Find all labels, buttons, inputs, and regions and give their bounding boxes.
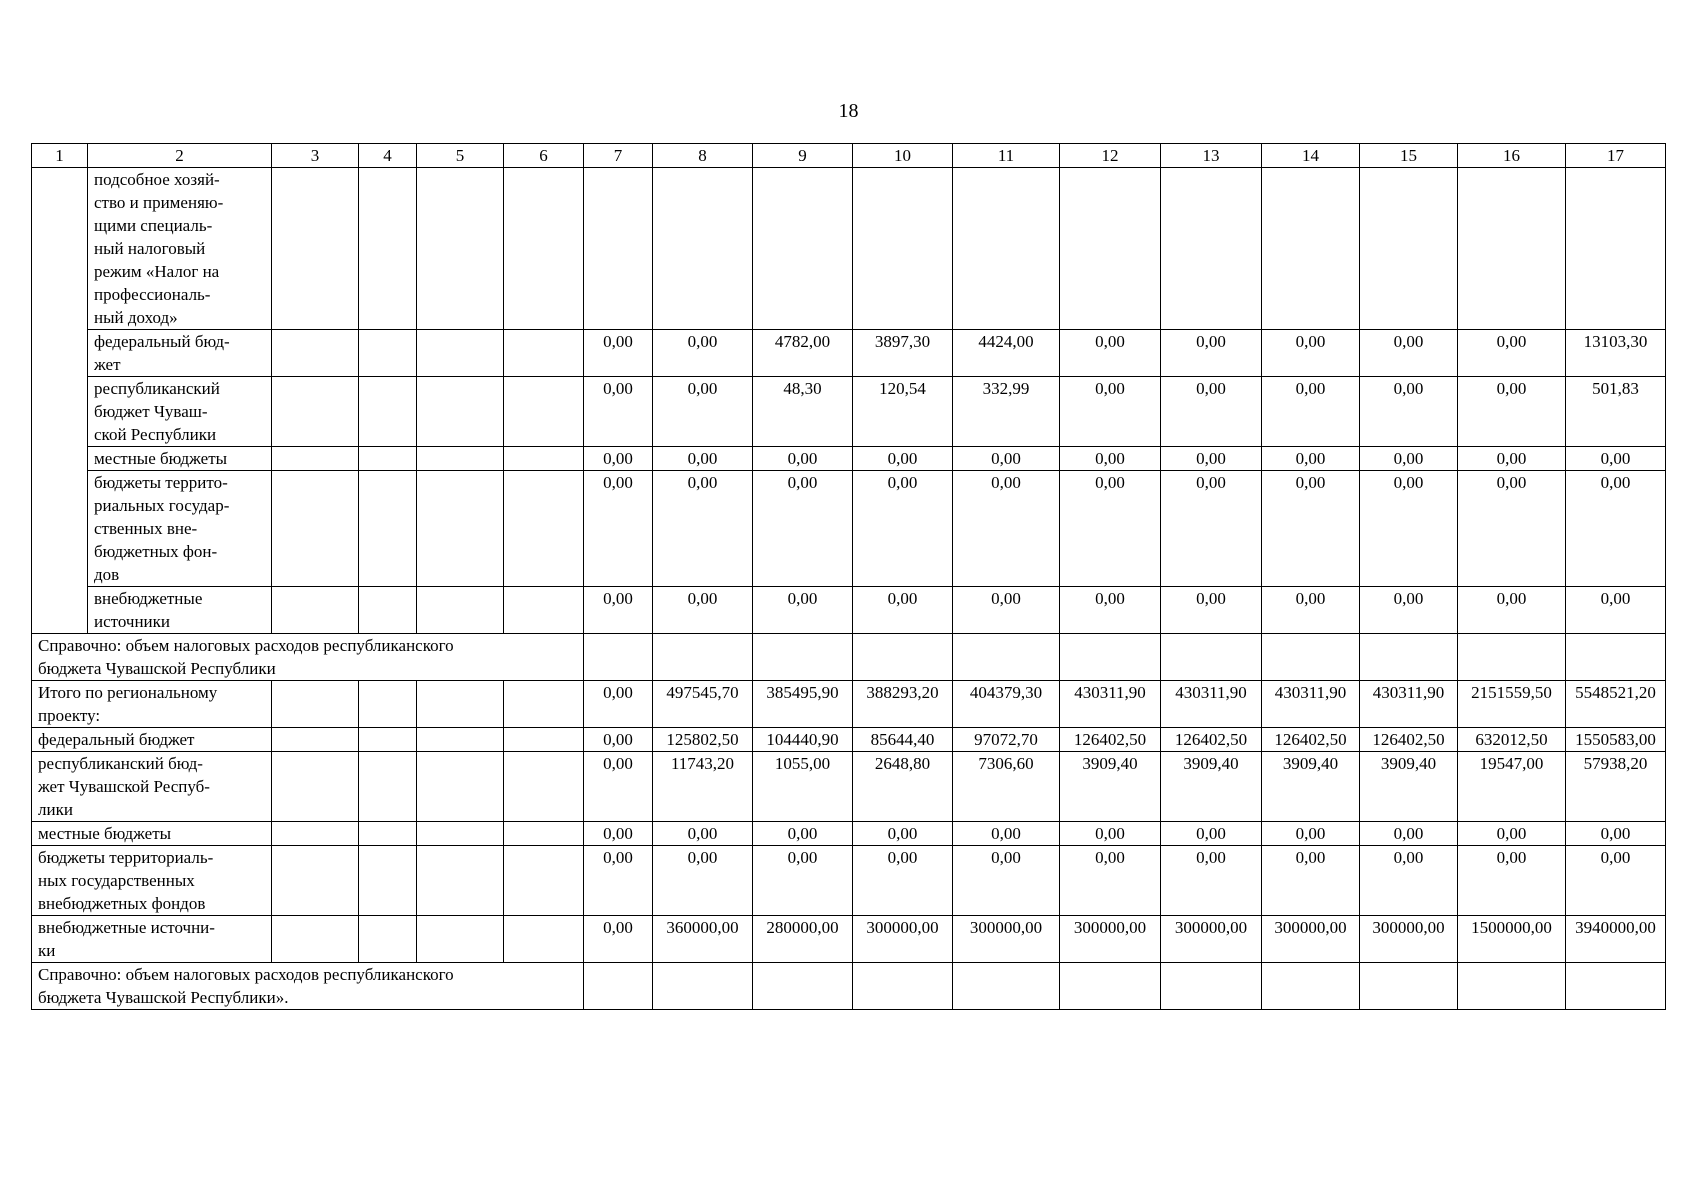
value-cell: 2648,80 (853, 752, 953, 822)
value-cell: 126402,50 (1060, 728, 1161, 752)
value-cell (753, 168, 853, 330)
empty-cell (417, 330, 504, 377)
value-cell: 0,00 (953, 587, 1060, 634)
table-row (32, 728, 1666, 752)
value-cell: 0,00 (584, 916, 653, 963)
value-cell: 0,00 (1262, 822, 1360, 846)
empty-cell (359, 377, 417, 447)
value-cell: 300000,00 (1360, 916, 1458, 963)
row-label-line: ственных вне- (94, 519, 198, 538)
empty-cell (359, 916, 417, 963)
row-label-line: внебюджетных фондов (38, 894, 206, 913)
row-label-line: республиканский бюд- (38, 754, 203, 773)
value-cell: 0,00 (584, 752, 653, 822)
value-cell: 0,00 (653, 330, 753, 377)
row-label-line: ных государственных (38, 871, 195, 890)
value-cell (584, 634, 653, 681)
column-number-header: 13 (1161, 144, 1262, 168)
column-number-header: 4 (359, 144, 417, 168)
page-number: 18 (838, 100, 859, 122)
empty-cell (272, 822, 359, 846)
column-number-header: 3 (272, 144, 359, 168)
empty-cell (504, 447, 584, 471)
column-number-header: 7 (584, 144, 653, 168)
value-cell: 0,00 (1161, 471, 1262, 587)
empty-cell (272, 916, 359, 963)
row-label (32, 846, 272, 916)
empty-cell (504, 916, 584, 963)
column-number-header: 9 (753, 144, 853, 168)
value-cell: 501,83 (1566, 377, 1666, 447)
value-cell: 0,00 (953, 471, 1060, 587)
row-label (32, 916, 272, 963)
value-cell (1458, 634, 1566, 681)
value-cell: 0,00 (753, 471, 853, 587)
empty-cell (504, 822, 584, 846)
row-label-line: жет (94, 355, 121, 374)
row-number-cell (32, 471, 88, 587)
value-cell: 3909,40 (1060, 752, 1161, 822)
value-cell (1458, 168, 1566, 330)
value-cell: 0,00 (1458, 471, 1566, 587)
value-cell: 0,00 (753, 846, 853, 916)
value-cell: 0,00 (1458, 377, 1566, 447)
value-cell: 0,00 (584, 377, 653, 447)
row-label (32, 681, 272, 728)
value-cell: 0,00 (1458, 447, 1566, 471)
value-cell: 0,00 (1262, 377, 1360, 447)
value-cell: 0,00 (653, 471, 753, 587)
row-label-line: ный налоговый (94, 239, 206, 258)
empty-cell (417, 681, 504, 728)
row-label-line: бюджеты террито- (94, 473, 228, 492)
value-cell: 57938,20 (1566, 752, 1666, 822)
empty-cell (359, 728, 417, 752)
value-cell: 0,00 (584, 681, 653, 728)
empty-cell (272, 752, 359, 822)
value-cell: 0,00 (853, 822, 953, 846)
empty-cell (504, 377, 584, 447)
row-label-line: бюджеты территориаль- (38, 848, 214, 867)
value-cell: 0,00 (1360, 447, 1458, 471)
column-number-header: 1 (32, 144, 88, 168)
row-label-line: щими специаль- (94, 216, 213, 235)
empty-cell (272, 447, 359, 471)
value-cell: 0,00 (1360, 377, 1458, 447)
value-cell: 0,00 (853, 447, 953, 471)
value-cell (953, 634, 1060, 681)
row-label-line: Справочно: объем налоговых расходов республиканского (38, 636, 454, 655)
value-cell: 430311,90 (1262, 681, 1360, 728)
value-cell: 300000,00 (1262, 916, 1360, 963)
column-number-header: 15 (1360, 144, 1458, 168)
row-number-cell (32, 377, 88, 447)
value-cell: 4424,00 (953, 330, 1060, 377)
empty-cell (272, 681, 359, 728)
value-cell (584, 168, 653, 330)
value-cell: 0,00 (653, 587, 753, 634)
column-number-header: 12 (1060, 144, 1161, 168)
row-label-line: внебюджетные (94, 589, 203, 608)
empty-cell (272, 168, 359, 330)
table-row (32, 822, 1666, 846)
row-label-line: режим «Налог на (94, 262, 220, 281)
value-cell: 0,00 (1060, 846, 1161, 916)
value-cell: 3909,40 (1360, 752, 1458, 822)
value-cell: 280000,00 (753, 916, 853, 963)
value-cell (1262, 963, 1360, 1010)
column-number-header: 14 (1262, 144, 1360, 168)
value-cell: 332,99 (953, 377, 1060, 447)
empty-cell (359, 447, 417, 471)
value-cell: 0,00 (1161, 330, 1262, 377)
value-cell: 0,00 (1458, 822, 1566, 846)
value-cell: 430311,90 (1060, 681, 1161, 728)
value-cell: 0,00 (753, 822, 853, 846)
value-cell: 0,00 (953, 447, 1060, 471)
value-cell (1060, 634, 1161, 681)
value-cell: 300000,00 (953, 916, 1060, 963)
empty-cell (417, 447, 504, 471)
value-cell (653, 634, 753, 681)
empty-cell (417, 916, 504, 963)
table-row (32, 587, 1666, 634)
value-cell: 0,00 (1161, 822, 1262, 846)
value-cell: 0,00 (1161, 587, 1262, 634)
value-cell: 0,00 (853, 587, 953, 634)
empty-cell (359, 587, 417, 634)
row-label-line: риальных государ- (94, 496, 230, 515)
value-cell: 0,00 (584, 822, 653, 846)
row-label-line: Итого по региональному (38, 683, 218, 702)
value-cell: 0,00 (1458, 846, 1566, 916)
row-number-cell (32, 447, 88, 471)
row-label-line: федеральный бюджет (38, 730, 195, 749)
value-cell: 0,00 (1161, 846, 1262, 916)
value-cell: 300000,00 (853, 916, 953, 963)
column-number-header: 2 (88, 144, 272, 168)
empty-cell (504, 168, 584, 330)
value-cell: 0,00 (1060, 587, 1161, 634)
empty-cell (359, 330, 417, 377)
empty-cell (359, 471, 417, 587)
value-cell: 0,00 (753, 587, 853, 634)
value-cell (653, 168, 753, 330)
row-label (88, 168, 272, 330)
row-label (88, 447, 272, 471)
value-cell: 0,00 (1262, 447, 1360, 471)
value-cell: 126402,50 (1161, 728, 1262, 752)
value-cell: 0,00 (1566, 587, 1666, 634)
value-cell: 11743,20 (653, 752, 753, 822)
value-cell: 0,00 (1566, 447, 1666, 471)
value-cell: 0,00 (1060, 447, 1161, 471)
value-cell: 19547,00 (1458, 752, 1566, 822)
row-label-line: ской Республики (94, 425, 217, 444)
row-label-line: жет Чувашской Респуб- (38, 777, 210, 796)
row-label-line: бюджета Чувашской Республики». (38, 988, 289, 1007)
value-cell: 0,00 (1566, 822, 1666, 846)
row-label (88, 587, 272, 634)
value-cell: 5548521,20 (1566, 681, 1666, 728)
value-cell (1566, 963, 1666, 1010)
empty-cell (272, 846, 359, 916)
value-cell: 3897,30 (853, 330, 953, 377)
value-cell: 404379,30 (953, 681, 1060, 728)
empty-cell (417, 752, 504, 822)
value-cell: 48,30 (753, 377, 853, 447)
value-cell (1360, 963, 1458, 1010)
value-cell (853, 963, 953, 1010)
value-cell: 0,00 (1360, 330, 1458, 377)
value-cell: 300000,00 (1161, 916, 1262, 963)
row-label (32, 752, 272, 822)
value-cell: 0,00 (1566, 846, 1666, 916)
value-cell (853, 634, 953, 681)
table-row (32, 168, 1666, 330)
value-cell: 126402,50 (1262, 728, 1360, 752)
row-label (88, 471, 272, 587)
value-cell: 385495,90 (753, 681, 853, 728)
empty-cell (359, 752, 417, 822)
row-label (88, 330, 272, 377)
value-cell (1360, 168, 1458, 330)
value-cell: 13103,30 (1566, 330, 1666, 377)
column-number-header: 10 (853, 144, 953, 168)
reference-label (32, 963, 584, 1010)
value-cell: 97072,70 (953, 728, 1060, 752)
table-row (32, 681, 1666, 728)
row-label-line: федеральный бюд- (94, 332, 230, 351)
row-label-line: Справочно: объем налоговых расходов республиканского (38, 965, 454, 984)
value-cell (653, 963, 753, 1010)
value-cell: 0,00 (1262, 587, 1360, 634)
value-cell: 0,00 (1060, 377, 1161, 447)
table-row (32, 963, 1666, 1010)
empty-cell (272, 728, 359, 752)
empty-cell (359, 681, 417, 728)
value-cell: 0,00 (853, 846, 953, 916)
value-cell: 0,00 (584, 728, 653, 752)
value-cell: 0,00 (953, 822, 1060, 846)
empty-cell (417, 728, 504, 752)
empty-cell (417, 822, 504, 846)
value-cell (953, 168, 1060, 330)
value-cell: 120,54 (853, 377, 953, 447)
value-cell: 126402,50 (1360, 728, 1458, 752)
value-cell (1060, 963, 1161, 1010)
empty-cell (417, 471, 504, 587)
column-number-header: 8 (653, 144, 753, 168)
value-cell: 0,00 (1161, 377, 1262, 447)
empty-cell (272, 377, 359, 447)
value-cell: 0,00 (1161, 447, 1262, 471)
value-cell: 430311,90 (1360, 681, 1458, 728)
value-cell: 2151559,50 (1458, 681, 1566, 728)
row-label (32, 728, 272, 752)
empty-cell (417, 587, 504, 634)
row-label-line: республиканский (94, 379, 220, 398)
row-label-line: профессиональ- (94, 285, 211, 304)
row-label-line: лики (38, 800, 73, 819)
value-cell: 360000,00 (653, 916, 753, 963)
value-cell: 1550583,00 (1566, 728, 1666, 752)
table-row (32, 471, 1666, 587)
empty-cell (359, 822, 417, 846)
table-row (32, 752, 1666, 822)
value-cell: 0,00 (584, 447, 653, 471)
value-cell (1161, 634, 1262, 681)
value-cell: 4782,00 (753, 330, 853, 377)
value-cell (1566, 634, 1666, 681)
value-cell: 388293,20 (853, 681, 953, 728)
value-cell: 0,00 (584, 846, 653, 916)
value-cell: 0,00 (653, 822, 753, 846)
row-label-line: внебюджетные источни- (38, 918, 215, 937)
row-label-line: проекту: (38, 706, 101, 725)
budget-table (31, 143, 1666, 1010)
empty-cell (504, 846, 584, 916)
row-label-line: местные бюджеты (94, 449, 228, 468)
value-cell (1566, 168, 1666, 330)
value-cell: 1055,00 (753, 752, 853, 822)
table-row (32, 377, 1666, 447)
row-label-line: подсобное хозяй- (94, 170, 220, 189)
value-cell: 0,00 (653, 846, 753, 916)
row-label-line: бюджет Чуваш- (94, 402, 208, 421)
row-number-cell (32, 168, 88, 330)
header-row (32, 144, 1666, 168)
value-cell: 0,00 (1360, 822, 1458, 846)
empty-cell (504, 587, 584, 634)
value-cell (1161, 963, 1262, 1010)
empty-cell (359, 846, 417, 916)
value-cell: 0,00 (584, 330, 653, 377)
value-cell: 0,00 (1566, 471, 1666, 587)
value-cell: 497545,70 (653, 681, 753, 728)
row-label-line: источники (94, 612, 171, 631)
value-cell: 1500000,00 (1458, 916, 1566, 963)
table-row (32, 330, 1666, 377)
reference-label (32, 634, 584, 681)
value-cell: 0,00 (584, 471, 653, 587)
value-cell (1262, 168, 1360, 330)
table-row (32, 634, 1666, 681)
value-cell: 0,00 (1458, 330, 1566, 377)
row-label-line: ный доход» (94, 308, 178, 327)
row-label-line: бюджетных фон- (94, 542, 218, 561)
value-cell: 0,00 (1262, 846, 1360, 916)
value-cell (1458, 963, 1566, 1010)
column-number-header: 6 (504, 144, 584, 168)
table-row (32, 916, 1666, 963)
value-cell: 300000,00 (1060, 916, 1161, 963)
value-cell (1360, 634, 1458, 681)
column-number-header: 17 (1566, 144, 1666, 168)
value-cell: 104440,90 (753, 728, 853, 752)
value-cell (753, 634, 853, 681)
value-cell (1262, 634, 1360, 681)
value-cell: 0,00 (653, 377, 753, 447)
row-label-line: ство и применяю- (94, 193, 224, 212)
column-number-header: 5 (417, 144, 504, 168)
empty-cell (359, 168, 417, 330)
value-cell: 0,00 (1060, 822, 1161, 846)
value-cell: 0,00 (1060, 330, 1161, 377)
value-cell: 3909,40 (1262, 752, 1360, 822)
empty-cell (417, 168, 504, 330)
value-cell: 0,00 (1060, 471, 1161, 587)
row-label (32, 822, 272, 846)
column-number-header: 16 (1458, 144, 1566, 168)
row-label-line: местные бюджеты (38, 824, 172, 843)
empty-cell (504, 752, 584, 822)
value-cell: 3909,40 (1161, 752, 1262, 822)
value-cell: 85644,40 (853, 728, 953, 752)
empty-cell (272, 330, 359, 377)
value-cell: 430311,90 (1161, 681, 1262, 728)
value-cell: 7306,60 (953, 752, 1060, 822)
row-number-cell (32, 330, 88, 377)
empty-cell (272, 471, 359, 587)
value-cell: 0,00 (753, 447, 853, 471)
value-cell: 0,00 (853, 471, 953, 587)
table-row (32, 846, 1666, 916)
empty-cell (504, 471, 584, 587)
value-cell: 0,00 (1262, 330, 1360, 377)
empty-cell (417, 377, 504, 447)
column-number-header: 11 (953, 144, 1060, 168)
row-label-line: ки (38, 941, 56, 960)
value-cell: 0,00 (584, 587, 653, 634)
value-cell: 0,00 (1262, 471, 1360, 587)
row-label-line: дов (94, 565, 120, 584)
row-label-line: бюджета Чувашской Республики (38, 659, 276, 678)
value-cell: 0,00 (1458, 587, 1566, 634)
value-cell: 0,00 (1360, 846, 1458, 916)
table-row (32, 447, 1666, 471)
value-cell (853, 168, 953, 330)
row-number-cell (32, 587, 88, 634)
value-cell: 0,00 (1360, 471, 1458, 587)
empty-cell (504, 330, 584, 377)
value-cell: 632012,50 (1458, 728, 1566, 752)
value-cell: 0,00 (953, 846, 1060, 916)
empty-cell (272, 587, 359, 634)
row-label (88, 377, 272, 447)
value-cell: 125802,50 (653, 728, 753, 752)
value-cell (753, 963, 853, 1010)
value-cell (584, 963, 653, 1010)
value-cell: 0,00 (1360, 587, 1458, 634)
empty-cell (504, 681, 584, 728)
empty-cell (504, 728, 584, 752)
value-cell (1060, 168, 1161, 330)
empty-cell (417, 846, 504, 916)
value-cell: 3940000,00 (1566, 916, 1666, 963)
value-cell (1161, 168, 1262, 330)
value-cell (953, 963, 1060, 1010)
value-cell: 0,00 (653, 447, 753, 471)
